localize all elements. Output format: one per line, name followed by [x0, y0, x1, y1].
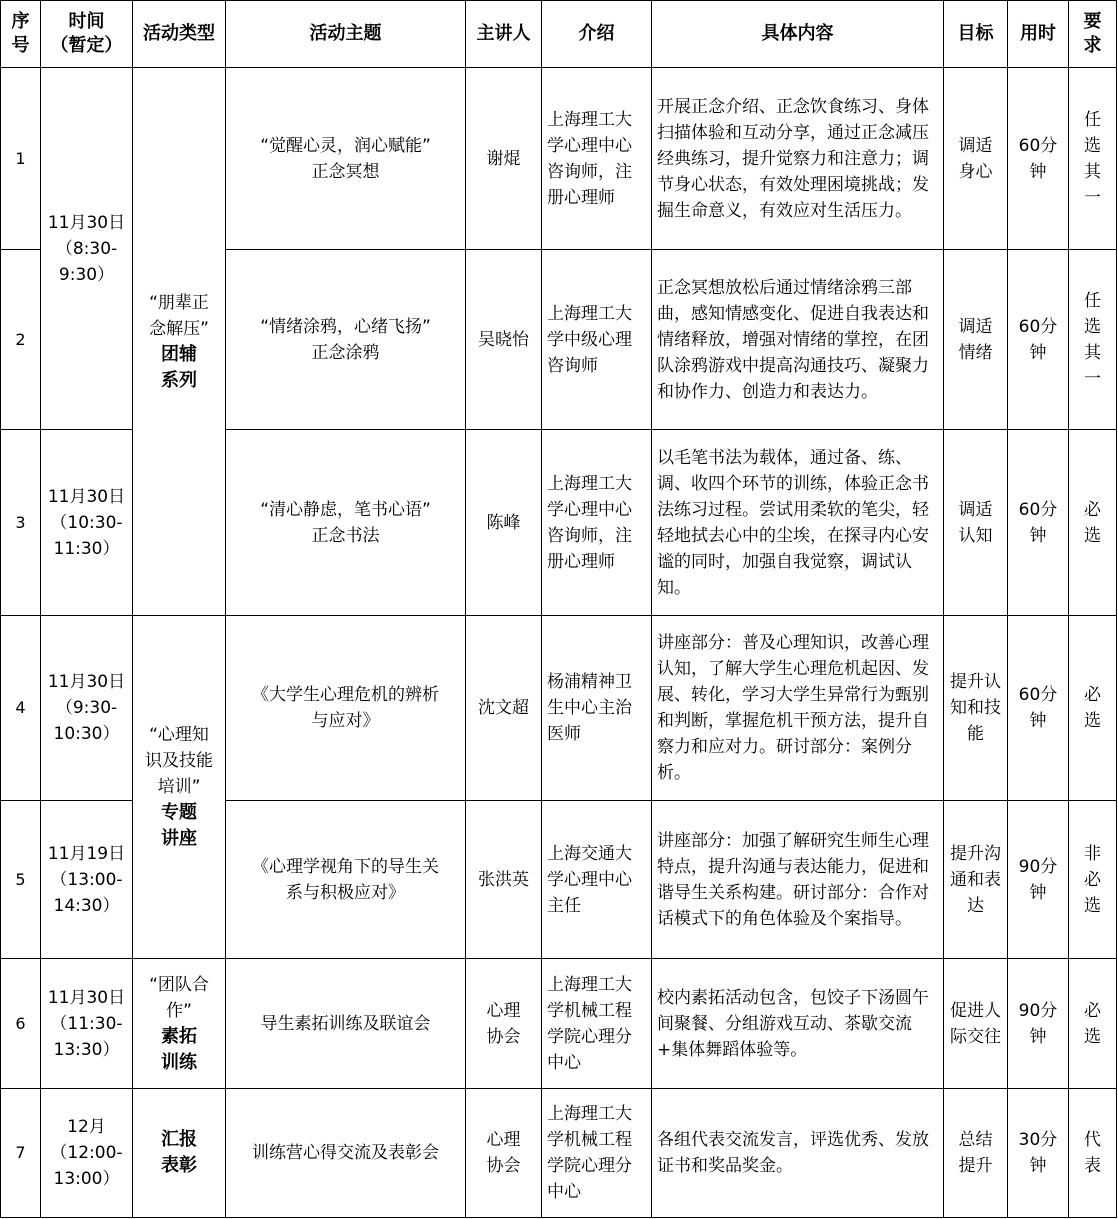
speaker-cell: 沈文超 — [466, 616, 542, 801]
topic-cell: 《心理学视角下的导生关 系与积极应对》 — [226, 801, 466, 959]
duration-cell: 90分 钟 — [1008, 801, 1069, 959]
requirement-cell: 代 表 — [1069, 1089, 1117, 1218]
header-type: 活动类型 — [133, 1, 226, 68]
time-cell: 11月19日 （13:00- 14:30） — [41, 801, 133, 959]
topic-cell: “清心静虑，笔书心语” 正念书法 — [226, 430, 466, 616]
goal-cell: 促进人 际交往 — [944, 959, 1008, 1089]
content-cell: 开展正念介绍、正念饮食练习、身体扫描体验和互动分享，通过正念减压经典练习，提升觉察力和注意力；调节身心状态，有效处理困境挑战；发掘生命意义，有效应对生活压力。 — [652, 68, 944, 250]
intro-cell: 上海理工大学中级心理咨询师 — [542, 250, 652, 430]
content-cell: 以毛笔书法为载体，通过备、练、调、收四个环节的训练，体验正念书法练习过程。尝试用柔软的笔尖，轻轻地拭去心中的尘埃，在探寻内心安谧的同时，加强自我觉察，调试认知。 — [652, 430, 944, 616]
intro-cell: 上海理工大学机械工程学院心理分中心 — [542, 1089, 652, 1218]
content-cell: 正念冥想放松后通过情绪涂鸦三部曲，感知情感变化、促进自我表达和情绪释放，增强对情绪的掌控，在团队涂鸦游戏中提高沟通技巧、凝聚力和协作力、创造力和表达力。 — [652, 250, 944, 430]
duration-cell: 30分 钟 — [1008, 1089, 1069, 1218]
table-row — [1, 68, 1117, 250]
duration-cell: 60分 钟 — [1008, 250, 1069, 430]
header-speaker: 主讲人 — [466, 1, 542, 68]
header-goal: 目标 — [944, 1, 1008, 68]
speaker-cell: 心理 协会 — [466, 959, 542, 1089]
goal-cell: 调适 身心 — [944, 68, 1008, 250]
time-cell: 11月30日 （11:30- 13:30） — [41, 959, 133, 1089]
header-seq: 序 号 — [1, 1, 41, 68]
requirement-cell: 必 选 — [1069, 430, 1117, 616]
duration-cell: 60分 钟 — [1008, 430, 1069, 616]
activity-type-cell: “团队合 作” 素拓 训练 — [133, 959, 226, 1089]
goal-cell: 提升沟 通和表 达 — [944, 801, 1008, 959]
topic-cell: 训练营心得交流及表彰会 — [226, 1089, 466, 1218]
seq-cell: 2 — [1, 250, 41, 430]
content-cell: 校内素拓活动包含，包饺子下汤圆午间聚餐、分组游戏互动、茶歇交流+集体舞蹈体验等。 — [652, 959, 944, 1089]
goal-cell: 提升认 知和技 能 — [944, 616, 1008, 801]
requirement-cell: 任 选 其 一 — [1069, 68, 1117, 250]
topic-cell: “情绪涂鸦，心绪飞扬” 正念涂鸦 — [226, 250, 466, 430]
goal-cell: 总结 提升 — [944, 1089, 1008, 1218]
goal-cell: 调适 情绪 — [944, 250, 1008, 430]
speaker-cell: 心理 协会 — [466, 1089, 542, 1218]
activity-type-cell: “心理知 识及技能 培训” 专题 讲座 — [133, 616, 226, 959]
requirement-cell: 必 选 — [1069, 616, 1117, 801]
speaker-cell: 张洪英 — [466, 801, 542, 959]
seq-cell: 4 — [1, 616, 41, 801]
header-row — [1, 1, 1117, 68]
time-cell: 11月30日 （9:30- 10:30） — [41, 616, 133, 801]
speaker-cell: 吴晓怡 — [466, 250, 542, 430]
time-cell: 12月 （12:00- 13:00） — [41, 1089, 133, 1218]
duration-cell: 60分 钟 — [1008, 616, 1069, 801]
duration-cell: 90分 钟 — [1008, 959, 1069, 1089]
time-cell: 11月30日 （8:30- 9:30） — [41, 68, 133, 430]
intro-cell: 上海理工大学心理中心咨询师，注册心理师 — [542, 68, 652, 250]
requirement-cell: 非 必 选 — [1069, 801, 1117, 959]
content-cell: 讲座部分：加强了解研究生师生心理特点，提升沟通与表达能力，促进和谐导生关系构建。研讨部分：合作对话模式下的角色体验及个案指导。 — [652, 801, 944, 959]
speaker-cell: 谢焜 — [466, 68, 542, 250]
requirement-cell: 必 选 — [1069, 959, 1117, 1089]
header-topic: 活动主题 — [226, 1, 466, 68]
header-time: 时间 （暂定） — [41, 1, 133, 68]
time-cell: 11月30日 （10:30- 11:30） — [41, 430, 133, 616]
seq-cell: 7 — [1, 1089, 41, 1218]
goal-cell: 调适 认知 — [944, 430, 1008, 616]
intro-cell: 上海理工大学心理中心咨询师，注册心理师 — [542, 430, 652, 616]
topic-cell: 导生素拓训练及联谊会 — [226, 959, 466, 1089]
intro-cell: 上海交通大学心理中心主任 — [542, 801, 652, 959]
table-row — [1, 959, 1117, 1089]
content-cell: 讲座部分：普及心理知识，改善心理认知，了解大学生心理危机起因、发展、转化，学习大学生异常行为甄别和判断，掌握危机干预方法，提升自察力和应对力。研讨部分：案例分析。 — [652, 616, 944, 801]
topic-cell: “觉醒心灵，润心赋能” 正念冥想 — [226, 68, 466, 250]
seq-cell: 1 — [1, 68, 41, 250]
activity-type-cell: 汇报 表彰 — [133, 1089, 226, 1218]
topic-cell: 《大学生心理危机的辨析 与应对》 — [226, 616, 466, 801]
intro-cell: 杨浦精神卫生中心主治医师 — [542, 616, 652, 801]
header-content: 具体内容 — [652, 1, 944, 68]
intro-cell: 上海理工大学机械工程学院心理分中心 — [542, 959, 652, 1089]
header-requirement: 要 求 — [1069, 1, 1117, 68]
activity-type-cell: “朋辈正 念解压” 团辅 系列 — [133, 68, 226, 616]
table-row — [1, 1089, 1117, 1218]
seq-cell: 6 — [1, 959, 41, 1089]
speaker-cell: 陈峰 — [466, 430, 542, 616]
requirement-cell: 任 选 其 一 — [1069, 250, 1117, 430]
seq-cell: 3 — [1, 430, 41, 616]
table-row — [1, 616, 1117, 801]
header-duration: 用时 — [1008, 1, 1069, 68]
header-intro: 介绍 — [542, 1, 652, 68]
duration-cell: 60分 钟 — [1008, 68, 1069, 250]
content-cell: 各组代表交流发言，评选优秀、发放证书和奖品奖金。 — [652, 1089, 944, 1218]
seq-cell: 5 — [1, 801, 41, 959]
